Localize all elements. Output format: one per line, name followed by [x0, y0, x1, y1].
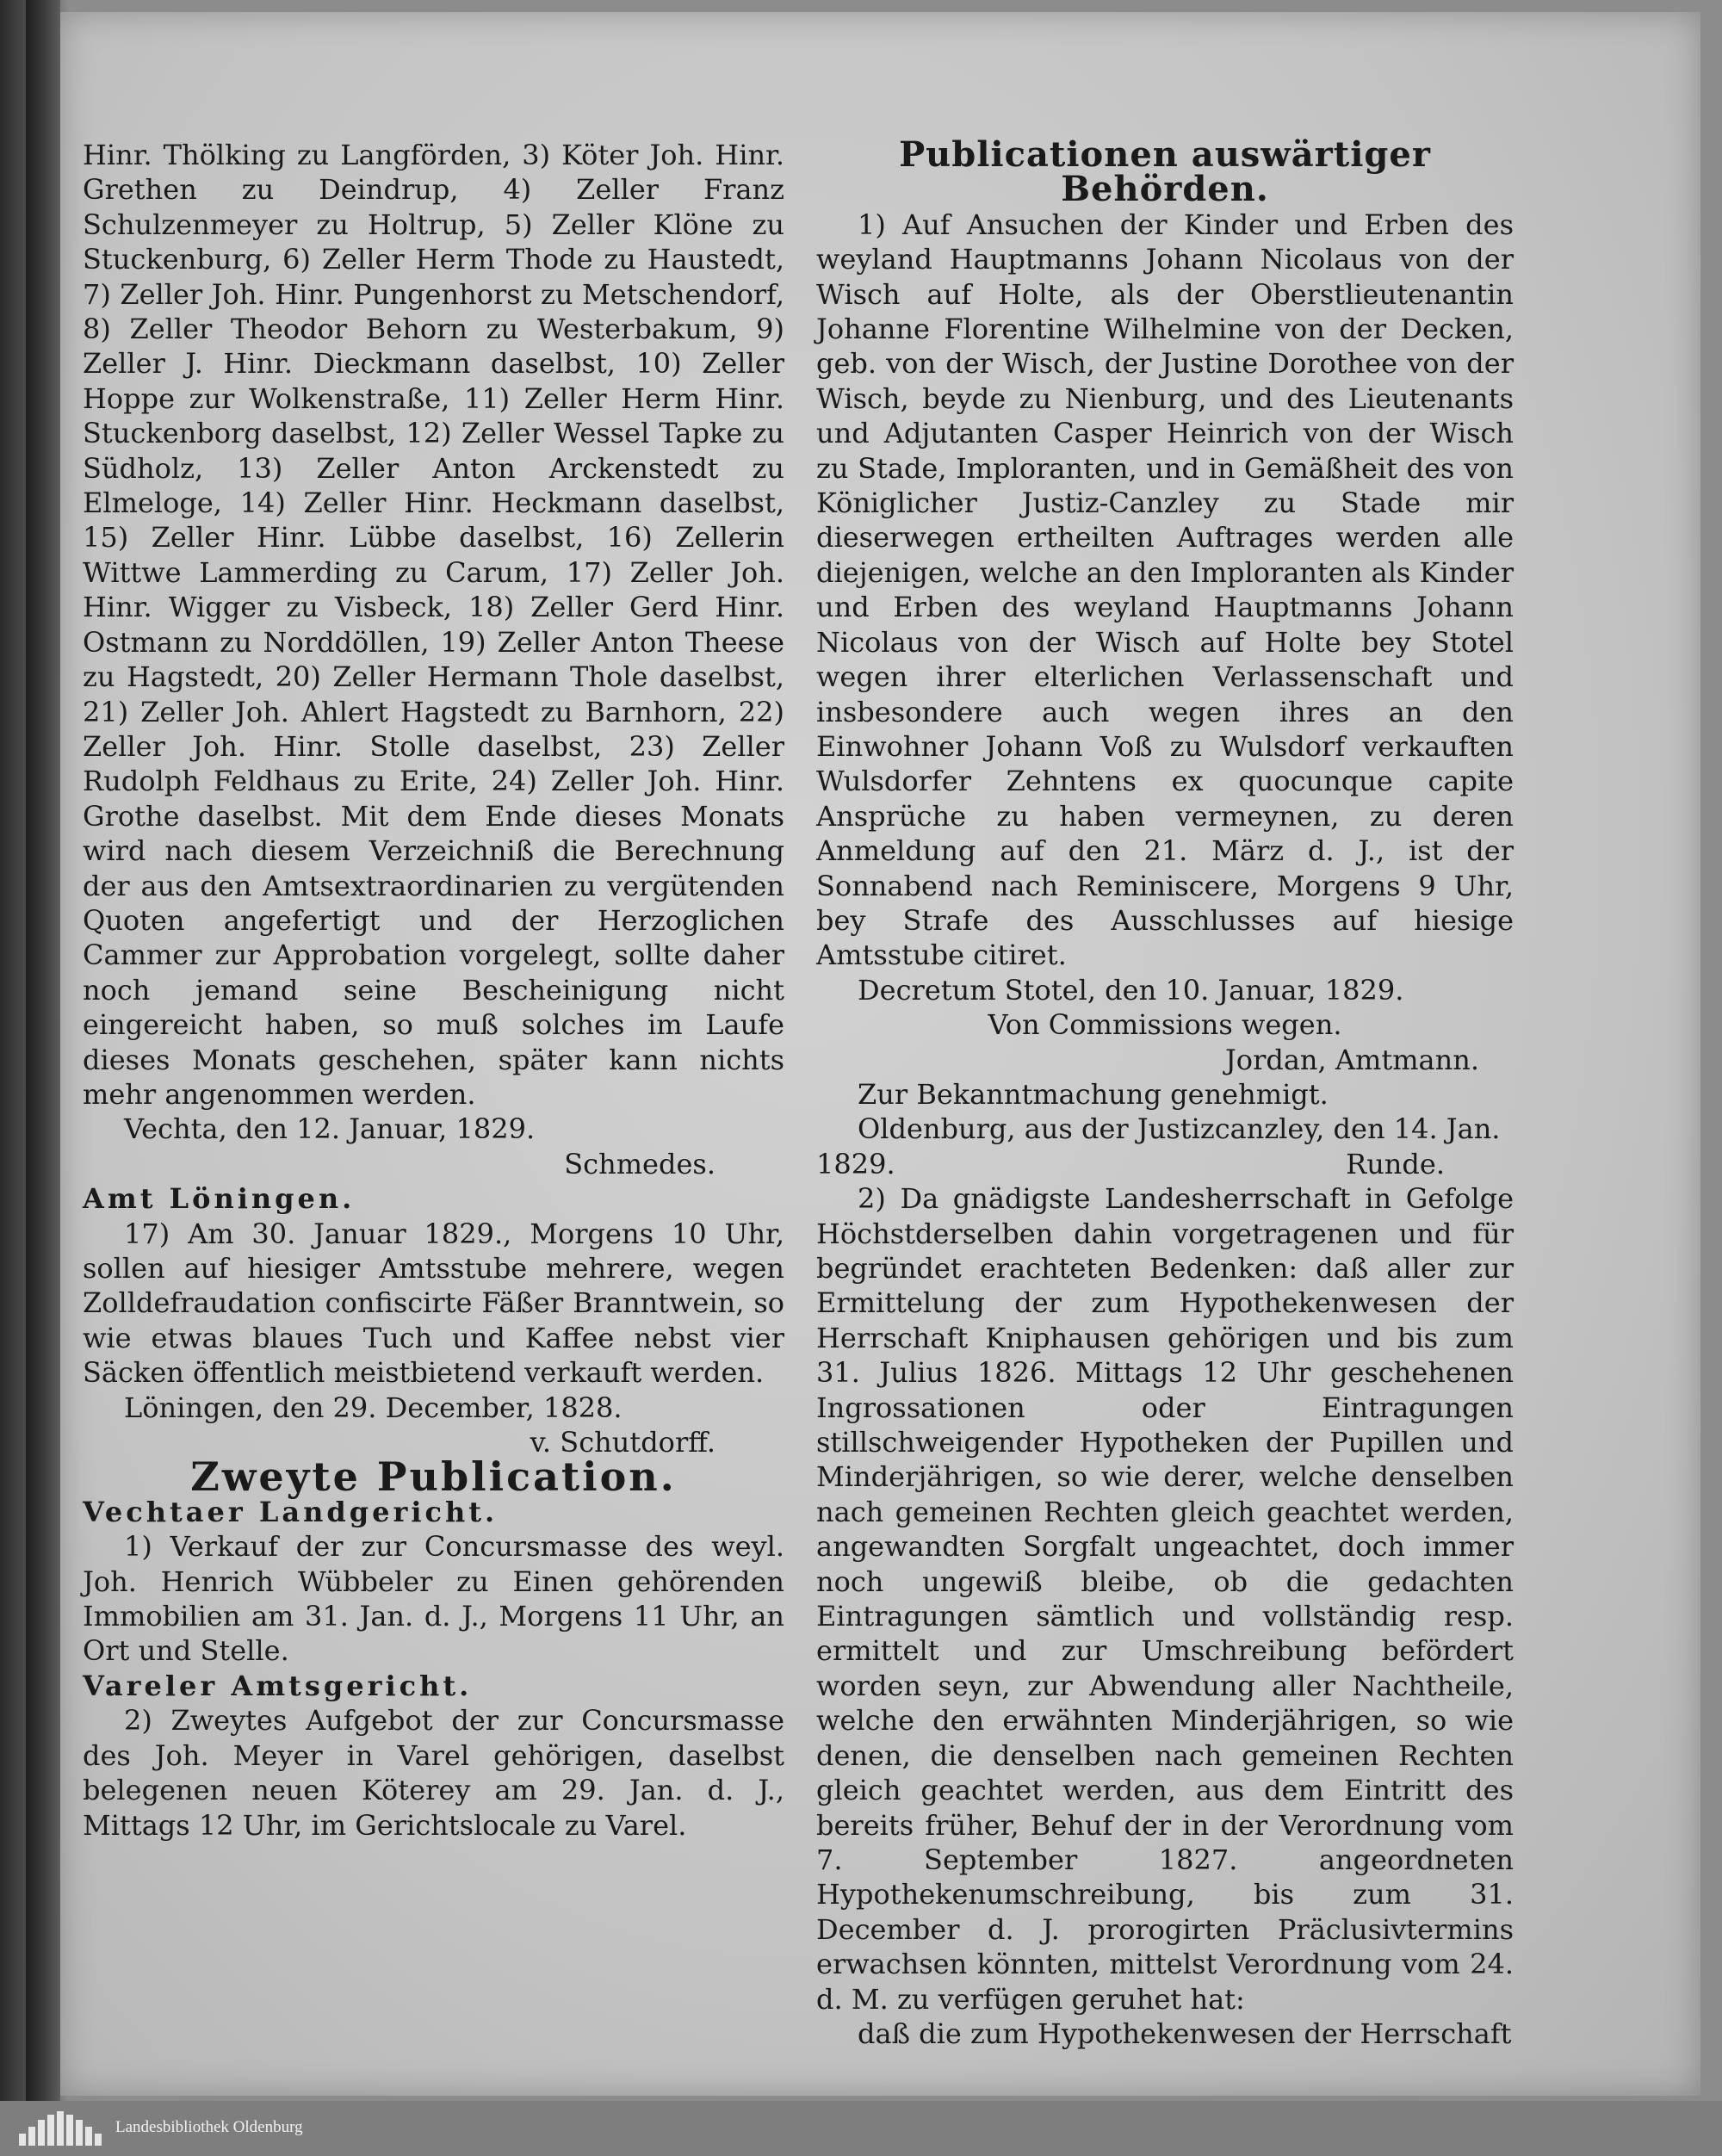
- library-logo-icon: [19, 2111, 105, 2146]
- left-date-vechta: Vechta, den 12. Januar, 1829.: [124, 1112, 536, 1146]
- footer-bar: [0, 2101, 1722, 2156]
- left-date-loeningen: Löningen, den 29. December, 1828.: [124, 1391, 623, 1424]
- left-signature-schutdorff: v. Schutdorff.: [530, 1426, 715, 1459]
- commission-line: Von Commissions wegen.: [988, 1008, 1342, 1042]
- left-paragraph-auction: 17) Am 30. Januar 1829., Morgens 10 Uhr, sollen auf hiesiger Amtsstube mehrere, wegen Zolldefraudation confiscirte Fäßer Branntwein, so wie etwas blaues Tuch und Kaffee nebst vier Säcken öffentlich meistbietend verkauft werden.: [83, 1217, 784, 1390]
- library-name: Landesbibliothek Oldenburg: [115, 2118, 303, 2136]
- vechtaer-landgericht-heading: Vechtaer Landgericht.: [83, 1495, 499, 1528]
- left-signature-schmedes: Schmedes.: [564, 1147, 715, 1180]
- right-paragraph-kniphausen: 2) Da gnädigste Landesherrschaft in Gefolge Höchstderselben dahin vorgetragenen und für begründet erachteten Bedenken: daß aller zur Ermittelung der zum Hypothekenwesen der Herrschaft Kniphausen gehörigen und bis zum 31. Julius 1826. Mittags 12 Uhr geschehenen Ingrossationen oder Eintragungen stillschweigender Hypotheken der Pupillen und Minderjährigen, so wie derer, welche denselben nach gemeinen Rechten gleich geachtet werden, angewandten Sorgfalt ungeachtet, doch immer noch ungewiß bleibe, ob die gedachten Eintragungen sämtlich und vollständig resp. ermittelt und zur Umschreibung befördert worden seyn, zur Abwendung aller Nachtheile, welche den erwähnten Minderjährigen, so wie denen, die denselben nach gemeinen Rechten gleich geachtet werden, aus dem Eintritt des bereits früher, Behuf der in der Verordnung vom 7. September 1827. angeordneten Hypothekenumschreibung, bis zum 31. December d. J. prorogirten Präclusivtermins erwachsen könnten, mittelst Verordnung vom 24. d. M. zu verfügen geruhet hat:: [816, 1182, 1514, 2016]
- right-paragraph-final: daß die zum Hypothekenwesen der Herrschaft: [858, 2017, 1512, 2050]
- vareler-amtsgericht-heading: Vareler Amtsgericht.: [83, 1669, 473, 1702]
- zweyte-publication-heading: Zweyte Publication.: [190, 1453, 677, 1501]
- left-paragraph-wuebbeler: 1) Verkauf der zur Concursmasse des weyl. Joh. Henrich Wübbeler zu Einen gehörenden Immobilien am 31. Jan. d. J., Morgens 11 Uhr, an Ort und Stelle.: [83, 1530, 784, 1668]
- publicationen-heading: Publicationen auswärtiger Behörden.: [899, 134, 1431, 210]
- year-line: 1829.: [816, 1147, 895, 1180]
- right-paragraph-wisch: 1) Auf Ansuchen der Kinder und Erben des weyland Hauptmanns Johann Nicolaus von der Wisch auf Holte, als der Oberstlieutenantin Johanne Florentine Wilhelmine von der Decken, geb. von der Wisch, der Justine Dorothee von der Wisch, beyde zu Nienburg, und des Lieutenants und Adjutanten Casper Heinrich von der Wisch zu Stade, Imploranten, und in Gemäßheit des von Königlicher Justiz-Canzley zu Stade mir dieserwegen ertheilten Auftrages werden alle diejenigen, welche an den Imploranten als Kinder und Erben des weyland Hauptmanns Johann Nicolaus von der Wisch auf Holte bey Stotel wegen ihrer elterlichen Verlassenschaft und insbesondere auch wegen ihres an den Einwohner Johann Voß zu Wulsdorf verkauften Wulsdorfer Zehntens ex quocunque capite Ansprüche zu haben vermeynen, zu deren Anmeldung auf den 21. März d. J., ist der Sonnabend nach Reminiscere, Morgens 9 Uhr, bey Strafe des Ausschlusses auf hiesige Amtsstube citiret.: [816, 208, 1514, 972]
- amt-loeningen-heading: Amt Löningen.: [83, 1182, 356, 1216]
- left-paragraph-list: Hinr. Thölking zu Langförden, 3) Köter Joh. Hinr. Grethen zu Deindrup, 4) Zeller Franz Schulzenmeyer zu Holtrup, 5) Zeller Klöne zu Stuckenburg, 6) Zeller Herm Thode zu Haustedt, 7) Zeller Joh. Hinr. Pungenhorst zu Metschendorf, 8) Zeller Theodor Behorn zu Westerbakum, 9) Zeller J. Hinr. Dieckmann daselbst, 10) Zeller Hoppe zur Wolkenstraße, 11) Zeller Herm Hinr. Stuckenborg daselbst, 12) Zeller Wessel Tapke zu Südholz, 13) Zeller Anton Arckenstedt zu Elmeloge, 14) Zeller Hinr. Heckmann daselbst, 15) Zeller Hinr. Lübbe daselbst, 16) Zellerin Wittwe Lammerding zu Carum, 17) Zeller Joh. Hinr. Wigger zu Visbeck, 18) Zeller Gerd Hinr. Ostmann zu Norddöllen, 19) Zeller Anton Theese zu Hagstedt, 20) Zeller Hermann Thole daselbst, 21) Zeller Joh. Ahlert Hagstedt zu Barnhorn, 22) Zeller Joh. Hinr. Stolle daselbst, 23) Zeller Rudolph Feldhaus zu Erite, 24) Zeller Joh. Hinr. Grothe daselbst. Mit dem Ende dieses Monats wird nach diesem Verzeichniß die Berechnung der aus den Amtsextraordinarien zu vergütenden Quoten angefertigt und der Herzoglichen Cammer zur Approbation vorgelegt, sollte daher noch jemand seine Bescheinigung nicht eingereicht haben, so muß solches im Laufe dieses Monats geschehen, später kann nichts mehr angenommen werden.: [83, 139, 784, 1111]
- left-column: [83, 138, 784, 1843]
- right-signature-jordan: Jordan, Amtmann.: [1224, 1043, 1479, 1076]
- year-signature-row: [816, 1147, 1514, 1181]
- right-column: [816, 134, 1514, 2051]
- right-date-oldenburg: Oldenburg, aus der Justizcanzley, den 14. Jan.: [858, 1112, 1501, 1146]
- right-signature-runde: Runde.: [1346, 1147, 1445, 1180]
- left-paragraph-meyer: 2) Zweytes Aufgebot der zur Concursmasse des Joh. Meyer in Varel gehörigen, daselbst belegenen neuen Köterey am 29. Jan. d. J., Mittags 12 Uhr, im Gerichtslocale zu Varel.: [83, 1704, 784, 1842]
- decretum-line: Decretum Stotel, den 10. Januar, 1829.: [858, 973, 1404, 1007]
- book-gutter: [26, 0, 60, 2101]
- approval-line: Zur Bekanntmachung genehmigt.: [858, 1077, 1329, 1111]
